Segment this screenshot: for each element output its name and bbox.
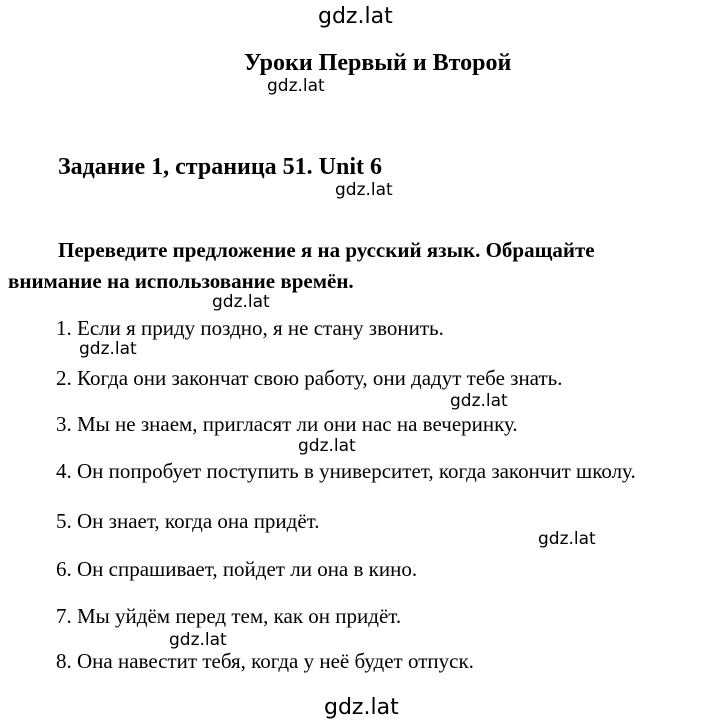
page-title: Уроки Первый и Второй bbox=[244, 50, 512, 76]
watermark-after-item-5: gdz.lat bbox=[538, 529, 596, 549]
watermark-top: gdz.lat bbox=[318, 4, 393, 29]
list-item-3: 3. Мы не знаем, пригласят ли они нас на вечеринку. bbox=[56, 412, 518, 436]
watermark-after-item-7: gdz.lat bbox=[169, 630, 227, 650]
watermark-under-task: gdz.lat bbox=[335, 180, 393, 200]
watermark-after-item-2: gdz.lat bbox=[450, 391, 508, 411]
watermark-after-item-1: gdz.lat bbox=[79, 339, 137, 359]
task-heading: Задание 1, страница 51. Unit 6 bbox=[58, 154, 383, 180]
watermark-bottom: gdz.lat bbox=[324, 695, 399, 720]
watermark-after-item-3: gdz.lat bbox=[298, 436, 356, 456]
list-item-6: 6. Он спрашивает, пойдет ли она в кино. bbox=[56, 557, 418, 581]
instruction-line-1: Переведите предложение я на русский язык. Обращайте bbox=[58, 238, 595, 262]
watermark-under-title: gdz.lat bbox=[267, 76, 325, 96]
list-item-8: 8. Она навестит тебя, когда у неё будет отпуск. bbox=[56, 649, 474, 673]
watermark-under-instruction: gdz.lat bbox=[212, 292, 270, 312]
list-item-7: 7. Мы уйдём перед тем, как он придёт. bbox=[56, 604, 402, 628]
list-item-1: 1. Если я приду поздно, я не стану звонить. bbox=[56, 316, 444, 340]
instruction-line-2: внимание на использование времён. bbox=[8, 269, 354, 293]
list-item-4: 4. Он попробует поступить в университет, когда закончит школу. bbox=[56, 459, 636, 483]
list-item-2: 2. Когда они закончат свою работу, они дадут тебе знать. bbox=[56, 366, 563, 390]
list-item-5: 5. Он знает, когда она придёт. bbox=[56, 509, 320, 533]
